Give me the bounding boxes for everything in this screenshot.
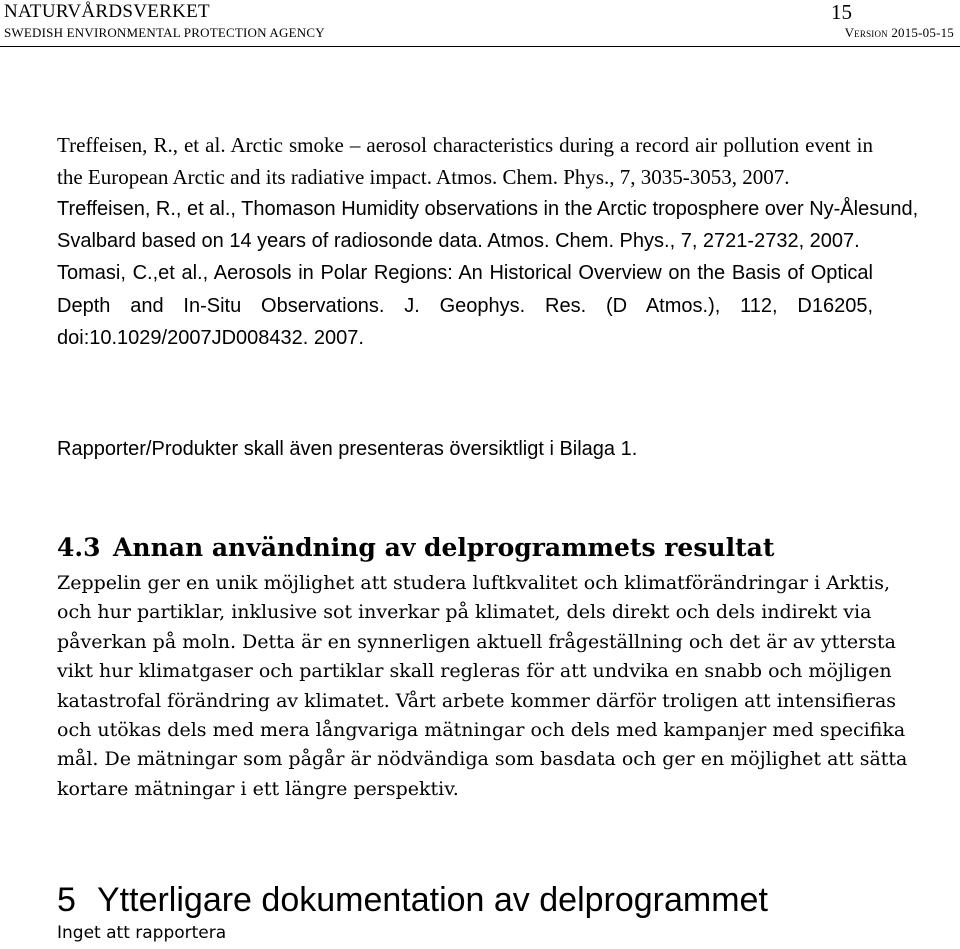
page-header: [0, 0, 960, 48]
reference-list: [57, 129, 937, 354]
agency-name-english: SWEDISH ENVIRONMENTAL PROTECTION AGENCY: [4, 25, 325, 40]
section-number: 5: [57, 881, 76, 919]
header-divider: [0, 46, 960, 47]
section-title: Ytterligare dokumentation av delprogrammet: [97, 881, 768, 919]
reference-item: Treffeisen, R., et al., Thomason Humidity observations in the Arctic troposphere over Ny-Ålesund, Svalbard based on 14 years of radiosonde data. Atmos. Chem. Phys., 7, 2721-2732, 2007.: [57, 198, 919, 253]
agency-name: NATURVÅRDSVERKET: [4, 1, 210, 22]
page-number: 15: [831, 0, 852, 24]
section-heading-5: [57, 878, 768, 922]
section-body: Zeppelin ger en unik möjlighet att studera luftkvalitet och klimatförändringar i Arktis, och hur partiklar, inklusive sot inverkar på klimatet, dels direkt och dels indirekt via påverkan på moln. Detta är en synnerligen aktuell frågeställning och det är av yttersta vikt hur klimatgaser och partiklar skall regleras för att undvika en snabb och möjligen katastrofal förändring av klimatet. Vårt arbete kommer därför troligen att intensifieras och utökas dels med mera långvariga mätningar och dels med kampanjer med specifika mål. De mätningar som pågår är nödvändiga som basdata och ger en möjlighet att sätta kortare mätningar i ett längre perspektiv.: [57, 572, 908, 800]
reference-item: Treffeisen, R., et al. Arctic smoke – aerosol characteristics during a record air pollution event in the European Arctic and its radiative impact. Atmos. Chem. Phys., 7, 3035-3053, 2007.: [57, 133, 873, 189]
section-number: 4.3: [57, 533, 101, 562]
section-heading-4-3: [57, 532, 774, 564]
reference-item: Tomasi, C.,et al., Aerosols in Polar Regions: An Historical Overview on the Basis of Optical Depth and In-Situ Observations. J. Geophys. Res. (D Atmos.), 112, D16205, doi:10.1029/2007JD008432. 2007.: [57, 262, 873, 349]
version-date: Version 2015-05-15: [844, 25, 954, 40]
section-title: Annan användning av delprogrammets resultat: [113, 533, 775, 562]
section-body: Inget att rapportera: [57, 923, 227, 943]
appendix-note: Rapporter/Produkter skall även presenteras översiktligt i Bilaga 1.: [57, 438, 638, 460]
